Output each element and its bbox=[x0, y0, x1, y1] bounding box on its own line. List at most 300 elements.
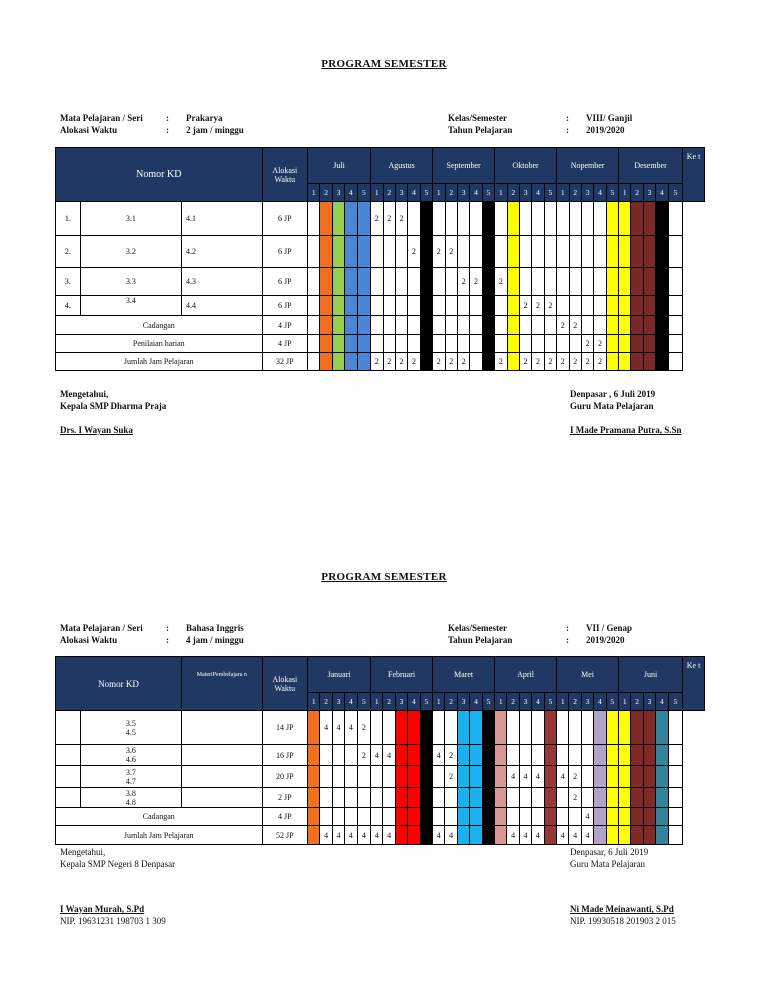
week-num: 2 bbox=[320, 693, 332, 711]
schedule-cell bbox=[182, 711, 263, 745]
schedule-cell bbox=[383, 808, 395, 826]
jumlah-label: Jumlah Jam Pelajaran bbox=[56, 353, 263, 371]
week-num: 1 bbox=[371, 184, 383, 202]
schedule-cell bbox=[668, 826, 683, 845]
schedule-cell bbox=[182, 766, 263, 788]
row-alokasi: 6 JP bbox=[262, 202, 307, 236]
schedule-cell bbox=[470, 808, 482, 826]
jp-cell: 2 bbox=[569, 766, 581, 788]
schedule-cell bbox=[420, 826, 432, 845]
schedule-cell bbox=[383, 766, 395, 788]
schedule-cell bbox=[643, 353, 655, 371]
schedule-cell bbox=[383, 711, 395, 745]
schedule-cell bbox=[656, 236, 668, 268]
header-month: Oktober bbox=[495, 148, 557, 184]
schedule-cell bbox=[643, 808, 655, 826]
header-month: Juni bbox=[619, 657, 683, 693]
schedule-cell bbox=[606, 745, 618, 766]
jp-cell: 4 bbox=[569, 826, 581, 845]
jp-cell: 2 bbox=[445, 745, 457, 766]
kd-pair bbox=[80, 788, 181, 808]
schedule-cell bbox=[457, 296, 469, 316]
schedule-cell bbox=[420, 202, 432, 236]
schedule-cell bbox=[332, 788, 344, 808]
schedule-cell bbox=[332, 353, 344, 371]
jp-cell: 4 bbox=[507, 826, 519, 845]
schedule-cell bbox=[606, 766, 618, 788]
schedule-cell bbox=[345, 268, 357, 296]
schedule-cell bbox=[606, 808, 618, 826]
jp-cell: 2 bbox=[383, 353, 395, 371]
schedule-cell bbox=[457, 826, 469, 845]
doc2-sign-left bbox=[60, 846, 175, 927]
schedule-cell bbox=[332, 202, 344, 236]
jp-cell: 4 bbox=[345, 826, 357, 845]
schedule-cell bbox=[643, 826, 655, 845]
kd-pair bbox=[80, 745, 181, 766]
schedule-cell bbox=[470, 711, 482, 745]
kd-pair bbox=[80, 766, 181, 788]
jp-cell: 2 bbox=[457, 268, 469, 296]
schedule-cell bbox=[445, 316, 457, 335]
colon: : bbox=[166, 635, 169, 645]
schedule-cell bbox=[395, 808, 407, 826]
schedule-cell bbox=[445, 808, 457, 826]
schedule-cell bbox=[445, 268, 457, 296]
schedule-cell bbox=[495, 766, 507, 788]
schedule-cell bbox=[383, 296, 395, 316]
week-num: 5 bbox=[420, 693, 432, 711]
row-alokasi: 2 JP bbox=[262, 788, 307, 808]
sign-guru: Guru Mata Pelajaran bbox=[570, 859, 645, 869]
schedule-cell bbox=[445, 788, 457, 808]
schedule-cell bbox=[56, 766, 81, 788]
jp-cell: 2 bbox=[408, 353, 420, 371]
schedule-cell bbox=[594, 826, 606, 845]
week-num: 2 bbox=[445, 693, 457, 711]
schedule-cell bbox=[507, 316, 519, 335]
schedule-cell bbox=[482, 296, 494, 316]
jp-cell: 2 bbox=[433, 236, 445, 268]
schedule-cell bbox=[395, 236, 407, 268]
schedule-cell bbox=[457, 236, 469, 268]
schedule-cell bbox=[433, 316, 445, 335]
schedule-cell bbox=[308, 711, 320, 745]
schedule-cell bbox=[56, 745, 81, 766]
schedule-cell bbox=[519, 335, 531, 353]
schedule-cell bbox=[495, 788, 507, 808]
schedule-cell bbox=[631, 316, 643, 335]
row-no: 3. bbox=[56, 268, 81, 296]
schedule-cell bbox=[643, 711, 655, 745]
schedule-cell bbox=[581, 766, 593, 788]
schedule-cell bbox=[569, 268, 581, 296]
week-num: 1 bbox=[495, 184, 507, 202]
schedule-cell bbox=[482, 316, 494, 335]
schedule-cell bbox=[395, 745, 407, 766]
schedule-cell bbox=[308, 745, 320, 766]
jp-cell: 2 bbox=[357, 711, 370, 745]
schedule-cell bbox=[395, 296, 407, 316]
mapel-label: Mata Pelajaran / Seri bbox=[60, 113, 143, 123]
schedule-cell bbox=[619, 296, 631, 316]
week-num: 2 bbox=[569, 184, 581, 202]
row-alokasi: 16 JP bbox=[262, 745, 307, 766]
schedule-cell bbox=[320, 808, 332, 826]
week-num: 1 bbox=[557, 184, 569, 202]
schedule-cell bbox=[457, 335, 469, 353]
schedule-cell bbox=[668, 711, 683, 745]
schedule-cell bbox=[532, 268, 544, 296]
schedule-cell bbox=[320, 766, 332, 788]
schedule-cell bbox=[408, 711, 420, 745]
schedule-cell bbox=[482, 788, 494, 808]
schedule-cell bbox=[56, 788, 81, 808]
jp-cell: 2 bbox=[532, 353, 544, 371]
schedule-cell bbox=[420, 745, 432, 766]
schedule-cell bbox=[420, 808, 432, 826]
doc2-info-right bbox=[448, 622, 632, 646]
week-num: 1 bbox=[371, 693, 383, 711]
schedule-cell bbox=[544, 745, 556, 766]
schedule-cell bbox=[332, 316, 344, 335]
jp-cell: 2 bbox=[569, 316, 581, 335]
schedule-cell bbox=[357, 788, 370, 808]
tahun-value: 2019/2020 bbox=[586, 635, 625, 645]
schedule-cell bbox=[606, 826, 618, 845]
week-num: 3 bbox=[395, 693, 407, 711]
schedule-cell bbox=[656, 268, 668, 296]
schedule-cell bbox=[332, 766, 344, 788]
row-no: 4. bbox=[56, 296, 81, 316]
sign-kepala-name: Drs. I Wayan Suka bbox=[60, 425, 133, 435]
schedule-cell bbox=[308, 766, 320, 788]
schedule-cell bbox=[420, 296, 432, 316]
schedule-cell bbox=[308, 202, 320, 236]
schedule-cell bbox=[668, 808, 683, 826]
schedule-cell bbox=[643, 236, 655, 268]
schedule-cell bbox=[320, 335, 332, 353]
jp-cell: 4 bbox=[433, 826, 445, 845]
schedule-cell bbox=[643, 788, 655, 808]
kd-3: 3.3 bbox=[80, 268, 181, 296]
week-num: 4 bbox=[656, 693, 668, 711]
schedule-cell bbox=[557, 335, 569, 353]
schedule-cell bbox=[332, 268, 344, 296]
schedule-cell bbox=[668, 788, 683, 808]
kd-4: 4.7 bbox=[125, 776, 136, 786]
alokasi-label: Alokasi Waktu bbox=[60, 125, 118, 135]
header-month: Juli bbox=[308, 148, 371, 184]
header-month: Mei bbox=[557, 657, 619, 693]
schedule-cell bbox=[594, 745, 606, 766]
week-num: 3 bbox=[519, 693, 531, 711]
header-month: Nopember bbox=[557, 148, 619, 184]
cadangan-label: Cadangan bbox=[56, 808, 263, 826]
row-alokasi: 6 JP bbox=[262, 236, 307, 268]
doc1-sign-right bbox=[570, 388, 682, 436]
doc2-sign-right bbox=[570, 846, 676, 927]
sign-kepala: Kepala SMP Negeri 8 Denpasar bbox=[60, 859, 176, 869]
schedule-cell bbox=[357, 296, 370, 316]
penilaian-alokasi: 4 JP bbox=[262, 335, 307, 353]
tahun-label: Tahun Pelajaran bbox=[448, 125, 513, 135]
alokasi-label: Alokasi Waktu bbox=[60, 635, 118, 645]
header-month: April bbox=[495, 657, 557, 693]
schedule-cell bbox=[594, 202, 606, 236]
schedule-cell bbox=[345, 788, 357, 808]
schedule-cell bbox=[308, 268, 320, 296]
schedule-cell bbox=[320, 745, 332, 766]
schedule-cell bbox=[345, 316, 357, 335]
schedule-cell bbox=[357, 268, 370, 296]
schedule-cell bbox=[519, 808, 531, 826]
schedule-cell bbox=[619, 353, 631, 371]
schedule-cell bbox=[320, 268, 332, 296]
schedule-cell bbox=[631, 202, 643, 236]
week-num: 4 bbox=[532, 184, 544, 202]
kd-3: 3.8 bbox=[125, 788, 136, 798]
schedule-cell bbox=[395, 268, 407, 296]
schedule-cell bbox=[569, 296, 581, 316]
mapel-value: Bahasa Inggris bbox=[186, 623, 244, 633]
schedule-cell bbox=[371, 788, 383, 808]
header-alokasi: Alokasi Waktu bbox=[262, 148, 307, 202]
schedule-cell bbox=[357, 808, 370, 826]
schedule-cell bbox=[433, 268, 445, 296]
jp-cell: 4 bbox=[371, 745, 383, 766]
week-num: 5 bbox=[544, 184, 556, 202]
schedule-cell bbox=[395, 826, 407, 845]
schedule-cell bbox=[656, 335, 668, 353]
doc2-schedule-table bbox=[55, 656, 705, 845]
schedule-cell bbox=[445, 202, 457, 236]
schedule-cell bbox=[482, 745, 494, 766]
jp-cell: 2 bbox=[544, 353, 556, 371]
schedule-cell bbox=[594, 316, 606, 335]
header-alokasi: Alokasi Waktu bbox=[262, 657, 307, 711]
schedule-cell bbox=[507, 745, 519, 766]
schedule-cell bbox=[631, 826, 643, 845]
schedule-cell bbox=[606, 335, 618, 353]
jp-cell: 4 bbox=[519, 766, 531, 788]
schedule-cell bbox=[470, 236, 482, 268]
tahun-value: 2019/2020 bbox=[586, 125, 625, 135]
schedule-cell bbox=[656, 296, 668, 316]
kd-3: 3.2 bbox=[80, 236, 181, 268]
header-ket: Ke t bbox=[683, 148, 705, 202]
schedule-cell bbox=[557, 711, 569, 745]
schedule-cell bbox=[643, 268, 655, 296]
week-num: 2 bbox=[569, 693, 581, 711]
schedule-cell bbox=[357, 353, 370, 371]
kd-3: 3.5 bbox=[125, 718, 136, 728]
schedule-cell bbox=[606, 316, 618, 335]
schedule-cell bbox=[482, 236, 494, 268]
schedule-cell bbox=[420, 711, 432, 745]
jumlah-alokasi: 52 JP bbox=[262, 826, 307, 845]
jp-cell: 2 bbox=[519, 353, 531, 371]
schedule-cell bbox=[656, 353, 668, 371]
schedule-cell bbox=[320, 353, 332, 371]
schedule-cell bbox=[332, 236, 344, 268]
week-num: 2 bbox=[445, 184, 457, 202]
schedule-cell bbox=[470, 788, 482, 808]
jp-cell: 2 bbox=[594, 353, 606, 371]
week-num: 2 bbox=[383, 184, 395, 202]
schedule-cell bbox=[656, 826, 668, 845]
jp-cell: 2 bbox=[445, 766, 457, 788]
week-num: 4 bbox=[470, 693, 482, 711]
schedule-cell bbox=[482, 711, 494, 745]
sign-mengetahui: Mengetahui, bbox=[60, 389, 109, 399]
schedule-cell bbox=[408, 808, 420, 826]
schedule-cell bbox=[371, 296, 383, 316]
jp-cell: 4 bbox=[557, 766, 569, 788]
schedule-cell bbox=[345, 296, 357, 316]
schedule-cell bbox=[544, 236, 556, 268]
jp-cell: 2 bbox=[581, 335, 593, 353]
cadangan-alokasi: 4 JP bbox=[262, 808, 307, 826]
schedule-cell bbox=[594, 236, 606, 268]
jp-cell: 4 bbox=[532, 766, 544, 788]
colon: : bbox=[166, 125, 169, 135]
schedule-cell bbox=[581, 745, 593, 766]
schedule-cell bbox=[457, 202, 469, 236]
schedule-cell bbox=[420, 353, 432, 371]
schedule-cell bbox=[544, 766, 556, 788]
schedule-cell bbox=[470, 353, 482, 371]
doc2-title: PROGRAM SEMESTER bbox=[321, 571, 447, 583]
row-no: 1. bbox=[56, 202, 81, 236]
schedule-cell bbox=[408, 335, 420, 353]
schedule-cell bbox=[495, 296, 507, 316]
week-num: 1 bbox=[557, 693, 569, 711]
mapel-value: Prakarya bbox=[186, 113, 223, 123]
row-no: 2. bbox=[56, 236, 81, 268]
sign-place-date: Denpasar, 6 Juli 2019 bbox=[570, 847, 649, 857]
kd-3: 3.4 bbox=[80, 296, 181, 316]
doc1-info-left bbox=[60, 112, 244, 136]
schedule-cell bbox=[420, 268, 432, 296]
schedule-cell bbox=[569, 745, 581, 766]
schedule-cell bbox=[557, 808, 569, 826]
colon: : bbox=[566, 113, 569, 123]
schedule-cell bbox=[495, 808, 507, 826]
schedule-cell bbox=[470, 745, 482, 766]
schedule-cell bbox=[482, 202, 494, 236]
week-num: 4 bbox=[532, 693, 544, 711]
jp-cell: 2 bbox=[569, 788, 581, 808]
schedule-cell bbox=[507, 236, 519, 268]
schedule-cell bbox=[420, 236, 432, 268]
schedule-cell bbox=[383, 268, 395, 296]
schedule-cell bbox=[383, 236, 395, 268]
schedule-cell bbox=[383, 335, 395, 353]
schedule-cell bbox=[519, 236, 531, 268]
schedule-cell bbox=[308, 316, 320, 335]
schedule-cell bbox=[619, 766, 631, 788]
week-num: 1 bbox=[619, 693, 631, 711]
schedule-cell bbox=[371, 268, 383, 296]
schedule-cell bbox=[433, 296, 445, 316]
schedule-cell bbox=[507, 353, 519, 371]
jp-cell: 2 bbox=[371, 202, 383, 236]
schedule-cell bbox=[656, 788, 668, 808]
week-num: 3 bbox=[457, 693, 469, 711]
header-month: Agustus bbox=[371, 148, 433, 184]
week-num: 4 bbox=[594, 693, 606, 711]
schedule-cell bbox=[519, 202, 531, 236]
week-num: 3 bbox=[643, 693, 655, 711]
schedule-cell bbox=[544, 316, 556, 335]
schedule-cell bbox=[408, 745, 420, 766]
schedule-cell bbox=[308, 335, 320, 353]
week-num: 5 bbox=[420, 184, 432, 202]
tahun-label: Tahun Pelajaran bbox=[448, 635, 513, 645]
schedule-cell bbox=[631, 335, 643, 353]
schedule-cell bbox=[320, 202, 332, 236]
schedule-cell bbox=[619, 808, 631, 826]
jp-cell: 2 bbox=[445, 236, 457, 268]
schedule-cell bbox=[557, 268, 569, 296]
schedule-cell bbox=[507, 808, 519, 826]
schedule-cell bbox=[457, 808, 469, 826]
jp-cell: 2 bbox=[357, 745, 370, 766]
jp-cell: 2 bbox=[408, 236, 420, 268]
schedule-cell bbox=[581, 316, 593, 335]
schedule-cell bbox=[631, 788, 643, 808]
schedule-cell bbox=[519, 788, 531, 808]
schedule-cell bbox=[668, 353, 682, 371]
schedule-cell bbox=[445, 711, 457, 745]
schedule-cell bbox=[470, 316, 482, 335]
schedule-cell bbox=[656, 711, 668, 745]
schedule-cell bbox=[395, 711, 407, 745]
schedule-cell bbox=[581, 711, 593, 745]
schedule-cell bbox=[345, 766, 357, 788]
schedule-cell bbox=[619, 335, 631, 353]
kd-4: 4.3 bbox=[182, 268, 263, 296]
schedule-cell bbox=[308, 296, 320, 316]
kd-4: 4.6 bbox=[125, 755, 136, 764]
colon: : bbox=[566, 125, 569, 135]
schedule-cell bbox=[569, 808, 581, 826]
week-num: 5 bbox=[482, 184, 494, 202]
jp-cell: 2 bbox=[395, 353, 407, 371]
schedule-cell bbox=[408, 766, 420, 788]
jp-cell: 2 bbox=[395, 202, 407, 236]
kd-4: 4.1 bbox=[182, 202, 263, 236]
header-month: Januari bbox=[308, 657, 371, 693]
schedule-cell bbox=[532, 236, 544, 268]
schedule-cell bbox=[433, 808, 445, 826]
sign-place-date: Denpasar , 6 Juli 2019 bbox=[570, 389, 656, 399]
schedule-cell bbox=[470, 296, 482, 316]
jp-cell: 2 bbox=[569, 353, 581, 371]
schedule-cell bbox=[544, 826, 556, 845]
schedule-cell bbox=[420, 335, 432, 353]
schedule-cell bbox=[569, 236, 581, 268]
schedule-cell bbox=[371, 236, 383, 268]
schedule-cell bbox=[395, 335, 407, 353]
schedule-cell bbox=[569, 711, 581, 745]
schedule-cell bbox=[519, 316, 531, 335]
jumlah-label: Jumlah Jam Pelajaran bbox=[56, 826, 263, 845]
schedule-cell bbox=[532, 788, 544, 808]
schedule-cell bbox=[495, 202, 507, 236]
week-num: 3 bbox=[581, 693, 593, 711]
